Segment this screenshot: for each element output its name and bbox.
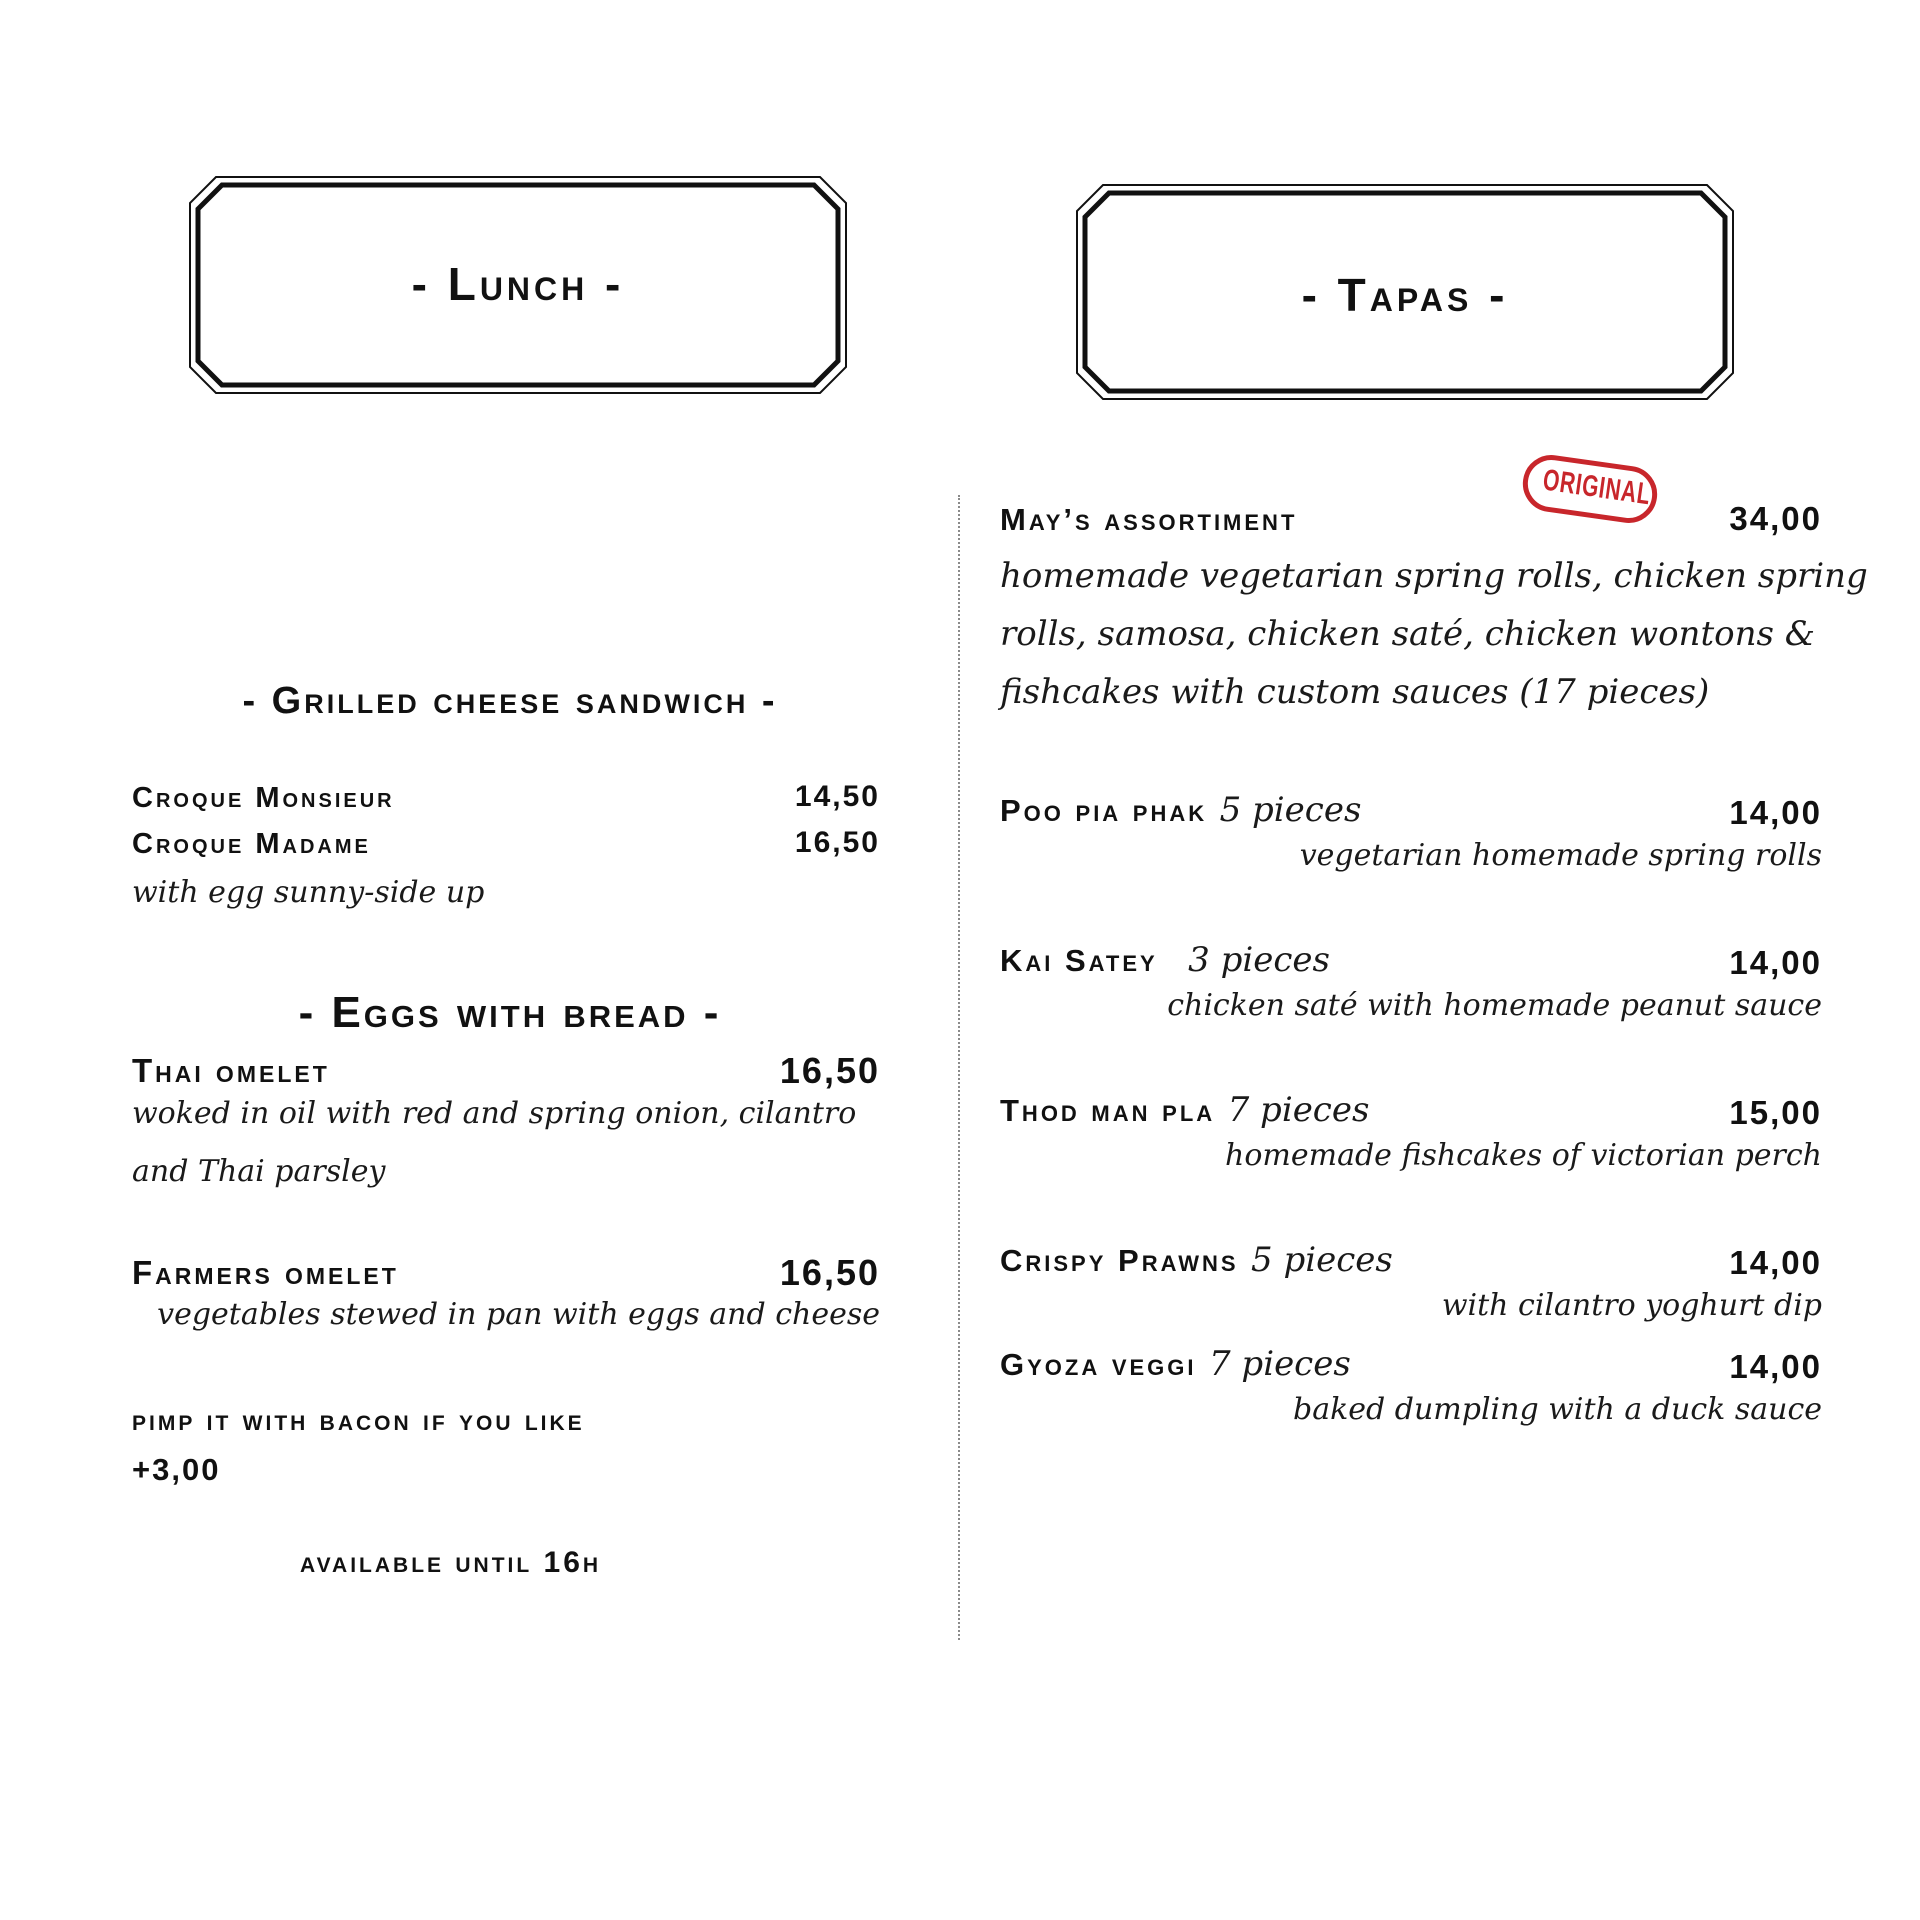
bacon-addon: pimp it with bacon if you like <box>132 1404 585 1437</box>
menu-item-price: 34,00 <box>1729 500 1822 537</box>
menu-item-desc: vegetarian homemade spring rolls <box>1299 838 1822 873</box>
availability-note: available until 16h <box>300 1546 602 1579</box>
menu-item-desc: woked in oil with red and spring onion, cilantro <box>132 1096 857 1131</box>
menu-item-price: 14,00 <box>1729 794 1822 831</box>
lunch-header-frame <box>188 175 848 395</box>
menu-item-desc: chicken saté with homemade peanut sauce <box>1167 988 1822 1023</box>
menu-item-pieces: 5 pieces <box>1219 790 1362 830</box>
menu-item-name: Crispy Prawns <box>1000 1243 1239 1278</box>
tapas-header-frame <box>1075 183 1735 401</box>
menu-item-pieces: 5 pieces <box>1251 1240 1393 1280</box>
menu-item-price: 14,50 <box>794 780 880 813</box>
menu-item-pieces: 3 pieces <box>1188 940 1330 980</box>
eggs-heading: - Eggs with bread - <box>298 988 722 1037</box>
menu-item-name: Thai omelet <box>132 1052 330 1089</box>
menu-item-name: Thod man pla <box>1000 1093 1216 1128</box>
menu-item-name: May’s assortiment <box>1000 502 1298 537</box>
menu-item-desc: homemade vegetarian spring rolls, chicken spring <box>1000 556 1868 596</box>
tapas-title: - Tapas - <box>1301 269 1509 321</box>
menu-item-desc: and Thai parsley <box>132 1154 386 1189</box>
grilled-heading: - Grilled cheese sandwich - <box>242 680 778 722</box>
tapas-item <box>1000 1090 1369 1130</box>
original-stamp-icon <box>1519 451 1662 527</box>
menu-item-desc: vegetables stewed in pan with eggs and cheese <box>157 1297 880 1332</box>
menu-item-price: 14,00 <box>1729 1348 1822 1385</box>
menu-item-pieces: 7 pieces <box>1227 1090 1370 1130</box>
tapas-item <box>1000 1240 1393 1280</box>
menu-item-note: with egg sunny-side up <box>132 875 485 910</box>
menu-item-price: 15,00 <box>1729 1094 1822 1131</box>
column-divider <box>958 495 960 1640</box>
tapas-item <box>1000 790 1361 830</box>
menu-item-price: 14,00 <box>1729 944 1822 981</box>
menu-item-name: Poo pia phak <box>1000 793 1208 828</box>
menu-item-desc: with cilantro yoghurt dip <box>1441 1288 1822 1323</box>
menu-item-desc: homemade fishcakes of victorian perch <box>1225 1138 1822 1173</box>
lunch-title: - Lunch - <box>411 258 625 310</box>
tapas-item <box>1000 1344 1351 1384</box>
menu-item-price: 16,50 <box>779 1050 880 1091</box>
menu-item-name: Croque Monsieur <box>132 782 395 814</box>
menu-item-price: 16,50 <box>779 1252 880 1293</box>
menu-item-price: 14,00 <box>1729 1244 1822 1281</box>
menu-item-name: Gyoza veggi <box>1000 1347 1197 1382</box>
menu-item-name: Farmers omelet <box>132 1254 399 1291</box>
menu-item-pieces: 7 pieces <box>1208 1344 1351 1384</box>
stamp-label: ORIGINAL <box>1540 463 1653 512</box>
menu-item-price: 16,50 <box>794 826 880 859</box>
menu-item-name: Croque Madame <box>132 828 371 860</box>
menu-item-desc: fishcakes with custom sauces (17 pieces) <box>1000 672 1710 712</box>
tapas-item <box>1000 940 1330 980</box>
menu-item-name: Kai Satey <box>1000 943 1158 978</box>
menu-item-desc: baked dumpling with a duck sauce <box>1293 1392 1822 1427</box>
bacon-price: +3,00 <box>132 1452 221 1487</box>
menu-item-desc: rolls, samosa, chicken saté, chicken wontons & <box>1000 614 1816 654</box>
